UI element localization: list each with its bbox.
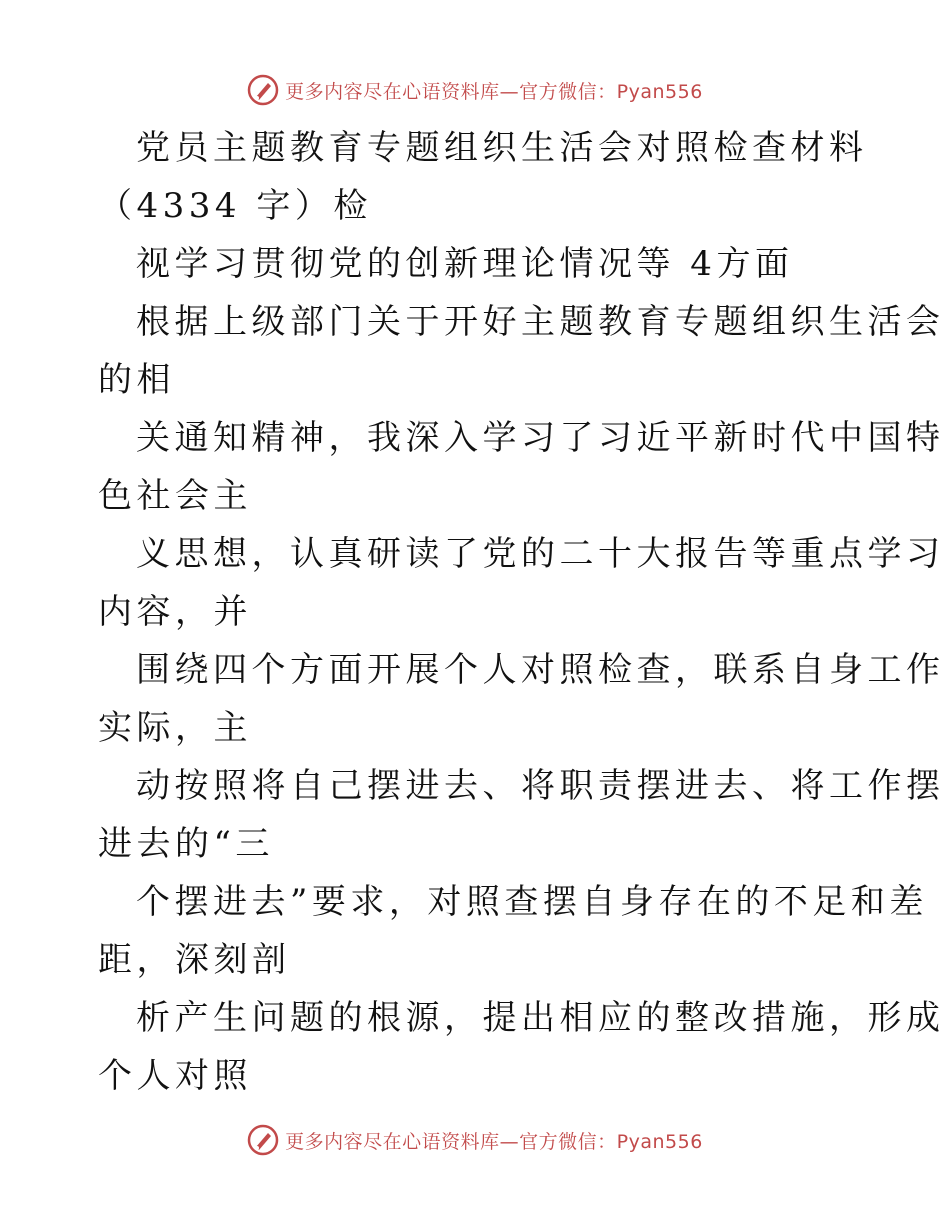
text-line: 实际，主 bbox=[98, 708, 252, 748]
text-line: 个人对照 bbox=[98, 1056, 252, 1096]
text-line: 关通知精神，我深入学习了习近平新时代中国特 bbox=[136, 418, 945, 458]
text-line: 动按照将自己摆进去、将职责摆进去、将工作摆 bbox=[136, 766, 945, 806]
text-line: 色社会主 bbox=[98, 476, 252, 516]
text-line: 围绕四个方面开展个人对照检查，联系自身工作 bbox=[136, 650, 945, 690]
text-line: 内容，并 bbox=[98, 592, 252, 632]
text-line: 进去的“三 bbox=[98, 824, 274, 864]
text-line: 的相 bbox=[98, 360, 175, 400]
text-line: 根据上级部门关于开好主题教育专题组织生活会 bbox=[136, 302, 945, 342]
text-line: 个摆进去”要求，对照查摆自身存在的不足和差 bbox=[136, 882, 928, 922]
footer-watermark bbox=[0, 1120, 950, 1160]
text-line: 义思想，认真研读了党的二十大报告等重点学习 bbox=[136, 534, 945, 574]
text-line: 距，深刻剖 bbox=[98, 940, 291, 980]
header-watermark bbox=[0, 70, 950, 110]
text-line: 析产生问题的根源，提出相应的整改措施，形成 bbox=[136, 998, 945, 1038]
document-title: 党员主题教育专题组织生活会对照检查材料 bbox=[136, 128, 868, 168]
watermark-text: 更多内容尽在心语资料库—官方微信：Pyan556 bbox=[285, 1130, 703, 1153]
watermark-text: 更多内容尽在心语资料库—官方微信：Pyan556 bbox=[285, 80, 703, 103]
pen-logo-icon bbox=[247, 74, 279, 106]
text-line: 视学习贯彻党的创新理论情况等 4方面 bbox=[136, 244, 794, 284]
text-line: （4334 字）检 bbox=[98, 186, 372, 226]
pen-logo-icon bbox=[247, 1124, 279, 1156]
